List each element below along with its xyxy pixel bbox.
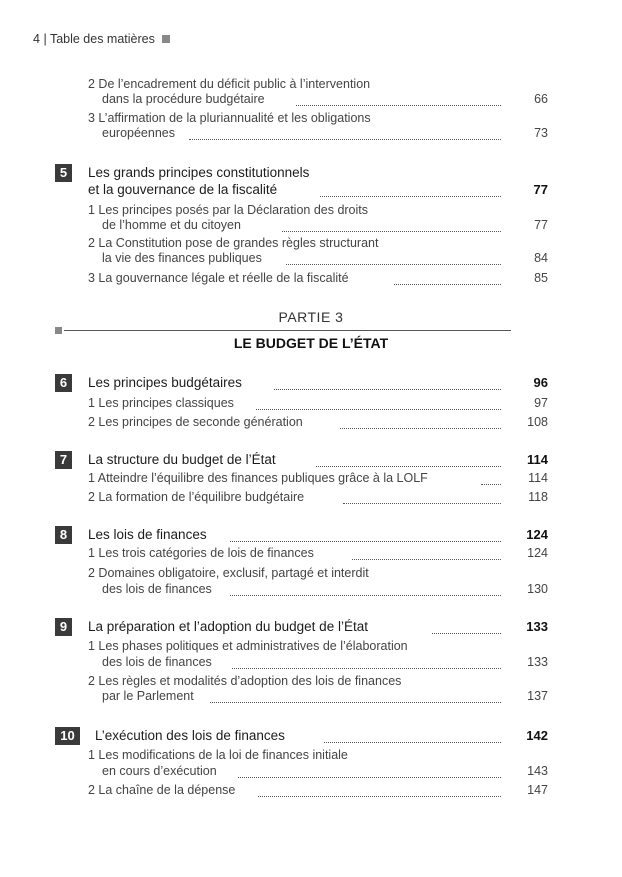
leader-dots [432,631,501,634]
square-bullet-icon [55,327,62,334]
toc-entry-line: des lois de finances [102,582,212,596]
page-number: 77 [534,218,548,232]
leader-dots [320,194,501,197]
leader-dots [481,482,501,485]
toc-entry-line: des lois de finances [102,655,212,669]
part-title: LE BUDGET DE L’ÉTAT [233,335,389,351]
leader-dots [352,557,501,560]
leader-dots [238,775,501,778]
chapter-page-number: 96 [533,375,548,390]
toc-entry-line: dans la procédure budgétaire [102,92,265,106]
leader-dots [340,426,501,429]
leader-dots [343,501,501,504]
running-header [33,32,170,46]
toc-entry-line: 1 Les trois catégories de lois de finances [88,546,314,560]
page-number: 130 [527,582,548,596]
leader-dots [256,407,501,410]
toc-entry-line: 2 Les principes de seconde génération [88,415,303,429]
toc-entry-line: par le Parlement [102,689,194,703]
chapter-title-line: et la gouvernance de la fiscalité [88,182,278,197]
chapter-number-badge: 5 [55,164,72,182]
page-number: 124 [527,546,548,560]
leader-dots [230,593,501,596]
leader-dots [210,700,501,703]
leader-dots [316,464,501,467]
page-number: 84 [534,251,548,265]
part-label: PARTIE 3 [278,309,344,325]
page-number: 73 [534,126,548,140]
chapter-title: Les principes budgétaires [88,375,242,390]
part-divider [64,330,511,331]
header-separator: | [43,32,47,46]
chapter-page-number: 124 [526,527,548,542]
toc-entry-line: 2 La chaîne de la dépense [88,783,236,797]
page-number: 66 [534,92,548,106]
chapter-title: La structure du budget de l’État [88,452,276,467]
page-number: 133 [527,655,548,669]
leader-dots [296,103,501,106]
chapter-page-number: 77 [533,182,548,197]
toc-entry-line: 3 La gouvernance légale et réelle de la fiscalité [88,271,349,285]
toc-entry-line: 1 Les phases politiques et administratives de l’élaboration [88,639,408,653]
page-number: 108 [527,415,548,429]
toc-entry-line: 2 De l’encadrement du déficit public à l’intervention [88,77,371,91]
chapter-number-badge: 9 [55,618,72,636]
toc-entry-line: 1 Les principes posés par la Déclaration des droits [88,203,369,217]
page-number: 85 [534,271,548,285]
page-number: 114 [528,471,548,485]
leader-dots [282,229,501,232]
leader-dots [394,282,501,285]
toc-entry-line: 2 La Constitution pose de grandes règles structurant [88,236,379,250]
chapter-page-number: 114 [527,452,548,467]
chapter-title: La préparation et l’adoption du budget de l’État [88,619,368,634]
page-number: 137 [527,689,548,703]
chapter-number-badge: 7 [55,451,72,469]
page-number: 97 [534,396,548,410]
chapter-title-line: Les grands principes constitutionnels [88,165,310,180]
chapter-number-badge: 8 [55,526,72,544]
header-page-number: 4 [33,32,40,46]
toc-entry-line: de l’homme et du citoyen [102,218,241,232]
leader-dots [274,387,501,390]
page-number: 143 [527,764,548,778]
chapter-title: Les lois de finances [88,527,207,542]
leader-dots [232,666,501,669]
toc-entry-line: 1 Atteindre l’équilibre des finances publiques grâce à la LOLF [88,471,428,485]
toc-entry-line: 2 La formation de l’équilibre budgétaire [88,490,305,504]
toc-entry-line: la vie des finances publiques [102,251,262,265]
toc-entry-line: 2 Les règles et modalités d’adoption des lois de finances [88,674,402,688]
toc-entry-line: 2 Domaines obligatoire, exclusif, partagé et interdit [88,566,369,580]
leader-dots [286,262,501,265]
toc-entry-line: 3 L’affirmation de la pluriannualité et les obligations [88,111,371,125]
chapter-number-badge: 6 [55,374,72,392]
toc-entry-line: européennes [102,126,175,140]
leader-dots [258,794,501,797]
toc-entry-line: en cours d’exécution [102,764,217,778]
toc-entry-line: 1 Les modifications de la loi de finances initiale [88,748,348,762]
header-title: Table des matières [49,32,155,46]
header-square-icon [162,35,170,43]
page-number: 118 [528,490,548,504]
page-number: 147 [527,783,548,797]
chapter-number-badge: 10 [55,727,80,745]
leader-dots [230,539,501,542]
chapter-title: L’exécution des lois de finances [95,728,285,743]
leader-dots [324,740,501,743]
chapter-page-number: 142 [526,728,548,743]
chapter-page-number: 133 [526,619,548,634]
toc-entry-line: 1 Les principes classiques [88,396,234,410]
leader-dots [189,137,501,140]
